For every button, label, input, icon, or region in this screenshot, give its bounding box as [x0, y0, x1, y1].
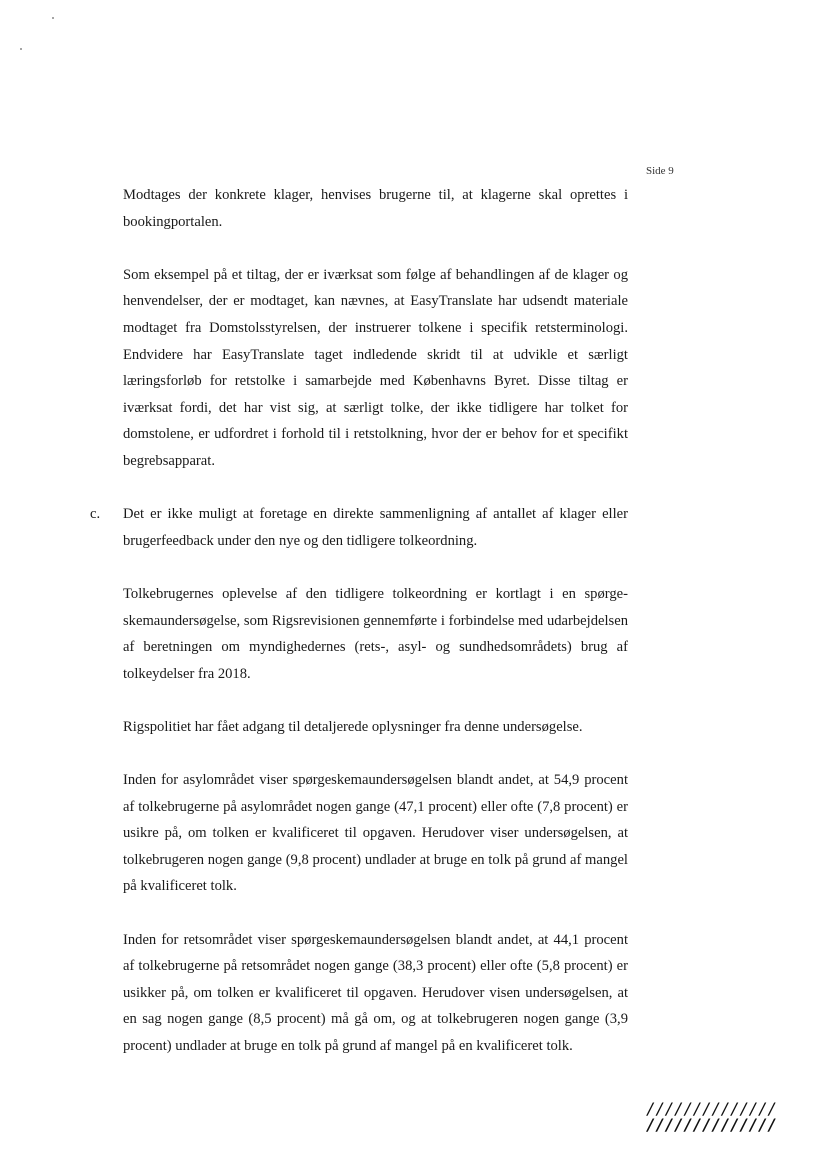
list-item-text: Det er ikke muligt at foretage en direkte sammenligning af antallet af klager eller brugerfeedback under den nye og den tidligere tolkeordning. — [123, 506, 628, 549]
scan-speck — [20, 48, 22, 50]
list-item-c — [90, 501, 628, 554]
paragraph: Tolkebrugernes oplevelse af den tidligere tolkeordning er kortlagt i en spørgeskemaundersøgelse, som Rigsrevisionen gennemførte i forbindelse med udarbejdelsen af beretningen om myndighedernes (rets-, asyl- og sundhedsområdets) brug af tolkeydelser fra 2018. — [123, 585, 628, 682]
paragraph: Inden for asylområdet viser spørgeskemaundersøgelsen blandt andet, at 54,9 procent af tolkebrugerne på asylområdet nogen gange (47,1 procent) eller ofte (7,8 procent) er usikre på, om tolken er kvalificeret til opgaven. Herudover viser undersøgelsen, at tolkebrugeren nogen gange (9,8 procent) undlader at bruge en tolk på grund af mangel på kvalificeret tolk. — [123, 772, 628, 895]
list-marker: c. — [90, 506, 101, 523]
barcode-top-row: ////////////// — [646, 1099, 777, 1118]
document-body — [90, 182, 628, 1086]
paragraph: Rigspolitiet har fået adgang til detaljerede oplysninger fra denne undersøgelse. — [123, 718, 583, 735]
barcode-mark — [646, 1101, 786, 1133]
page-number: Side 9 — [646, 165, 674, 177]
scan-speck — [52, 17, 54, 19]
barcode-bottom-row: ////////////// — [646, 1115, 777, 1134]
paragraph: Modtages der konkrete klager, henvises brugerne til, at klagerne skal oprettes i bookingportalen. — [123, 187, 628, 230]
paragraph: Som eksempel på et tiltag, der er iværksat som følge af behandlingen af de klager og henvendelser, der er modtaget, kan nævnes, at EasyTranslate har udsendt materiale modtaget fra Domstolsstyrelsen, der instruerer tolkene i specifik retsterminologi. Endvidere har EasyTranslate taget indledende skridt til at udvikle et særligt læringsforløb for retstolke i samarbejde med Københavns Byret. Disse tiltag er iværksat fordi, det har vist sig, at særligt tolke, der ikke tidligere har tolket for domstolene, er udfordret i forhold til i retstolkning, hvor der er behov for et specifikt begrebsapparat. — [123, 266, 628, 469]
paragraph: Inden for retsområdet viser spørgeskemaundersøgelsen blandt andet, at 44,1 procent af tolkebrugerne på retsområdet nogen gange (38,3 procent) eller ofte (5,8 procent) er usikker på, om tolken er kvalificeret til opgaven. Herudover visen undersøgelsen, at en sag nogen gange (8,5 procent) må gå om, og at tolkebrugeren nogen gange (3,9 procent) undlader at bruge en tolk på grund af mangel på en kvalificeret tolk. — [123, 931, 628, 1054]
